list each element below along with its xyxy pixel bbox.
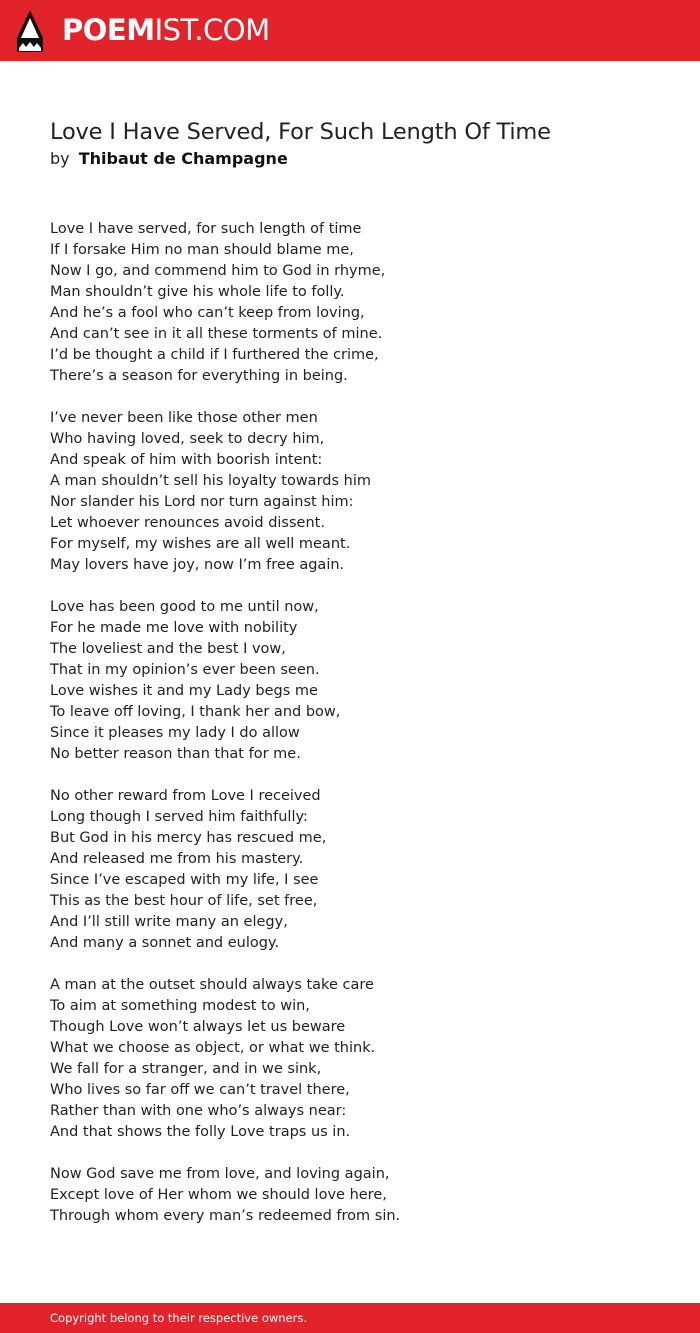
poem-line: Love I have served, for such length of time bbox=[50, 221, 362, 237]
logo-light-part: IST.COM bbox=[154, 13, 270, 47]
stanza bbox=[50, 1164, 650, 1227]
poem-title: Love I Have Served, For Such Length Of Time bbox=[50, 119, 551, 145]
site-logo-text bbox=[62, 11, 270, 49]
poem-line: Since I’ve escaped with my life, I see bbox=[50, 872, 319, 888]
site-header bbox=[0, 0, 700, 61]
site-footer bbox=[0, 1303, 700, 1333]
copyright-text: Copyright belong to their respective owners. bbox=[50, 1311, 308, 1325]
poem-line: No better reason than that for me. bbox=[50, 746, 301, 762]
stanza bbox=[50, 408, 650, 576]
poem-line: To leave off loving, I thank her and bow, bbox=[50, 704, 341, 720]
poem-line: For he made me love with nobility bbox=[50, 620, 298, 636]
poem-line: Now God save me from love, and loving again, bbox=[50, 1166, 390, 1182]
stanza bbox=[50, 975, 650, 1143]
poem-line: I’ve never been like those other men bbox=[50, 410, 318, 426]
poem-line: What we choose as object, or what we think. bbox=[50, 1040, 376, 1056]
by-label: by bbox=[50, 149, 70, 168]
poem-line: But God in his mercy has rescued me, bbox=[50, 830, 327, 846]
poem-line: Now I go, and commend him to God in rhyme, bbox=[50, 263, 386, 279]
poem-body bbox=[50, 219, 650, 1248]
poem-line: There’s a season for everything in being. bbox=[50, 368, 348, 384]
poem-line: Nor slander his Lord nor turn against him: bbox=[50, 494, 354, 510]
stanza bbox=[50, 219, 650, 387]
poem-line: Who having loved, seek to decry him, bbox=[50, 431, 325, 447]
poem-line: Except love of Her whom we should love here, bbox=[50, 1187, 387, 1203]
poem-line: And released me from his mastery. bbox=[50, 851, 304, 867]
author-name: Thibaut de Champagne bbox=[78, 149, 288, 168]
poem-line: Through whom every man’s redeemed from sin. bbox=[50, 1208, 401, 1224]
poem-line: This as the best hour of life, set free, bbox=[50, 893, 318, 909]
poem-line: And I’ll still write many an elegy, bbox=[50, 914, 288, 930]
poem-line: And many a sonnet and eulogy. bbox=[50, 935, 280, 951]
poem-line: Long though I served him faithfully: bbox=[50, 809, 308, 825]
poem-line: That in my opinion’s ever been seen. bbox=[50, 662, 320, 678]
stanza bbox=[50, 786, 650, 954]
poem-line: And can’t see in it all these torments of mine. bbox=[50, 326, 383, 342]
logo-bold-part: POEM bbox=[62, 13, 155, 47]
poem-line: For myself, my wishes are all well meant. bbox=[50, 536, 351, 552]
poem-line: And speak of him with boorish intent: bbox=[50, 452, 323, 468]
poem-line: Rather than with one who’s always near: bbox=[50, 1103, 347, 1119]
poem-line: Who lives so far off we can’t travel there, bbox=[50, 1082, 350, 1098]
poem-line: To aim at something modest to win, bbox=[50, 998, 310, 1014]
poem-line: And that shows the folly Love traps us in. bbox=[50, 1124, 351, 1140]
byline bbox=[50, 148, 288, 170]
stanza bbox=[50, 597, 650, 765]
poem-line: A man at the outset should always take care bbox=[50, 977, 374, 993]
poem-line: No other reward from Love I received bbox=[50, 788, 321, 804]
poem-line: Love wishes it and my Lady begs me bbox=[50, 683, 318, 699]
poem-line: We fall for a stranger, and in we sink, bbox=[50, 1061, 322, 1077]
poem-line: Though Love won’t always let us beware bbox=[50, 1019, 346, 1035]
poem-line: May lovers have joy, now I’m free again. bbox=[50, 557, 345, 573]
poem-line: Love has been good to me until now, bbox=[50, 599, 319, 615]
poem-line: If I forsake Him no man should blame me, bbox=[50, 242, 354, 258]
poem-line: I’d be thought a child if I furthered the crime, bbox=[50, 347, 379, 363]
poem-line: And he’s a fool who can’t keep from loving, bbox=[50, 305, 365, 321]
poem-line: A man shouldn’t sell his loyalty towards him bbox=[50, 473, 371, 489]
poem-line: The loveliest and the best I vow, bbox=[50, 641, 286, 657]
poem-line: Let whoever renounces avoid dissent. bbox=[50, 515, 325, 531]
pencil-tip-icon bbox=[17, 10, 43, 52]
poem-line: Man shouldn’t give his whole life to folly. bbox=[50, 284, 345, 300]
poem-line: Since it pleases my lady I do allow bbox=[50, 725, 300, 741]
